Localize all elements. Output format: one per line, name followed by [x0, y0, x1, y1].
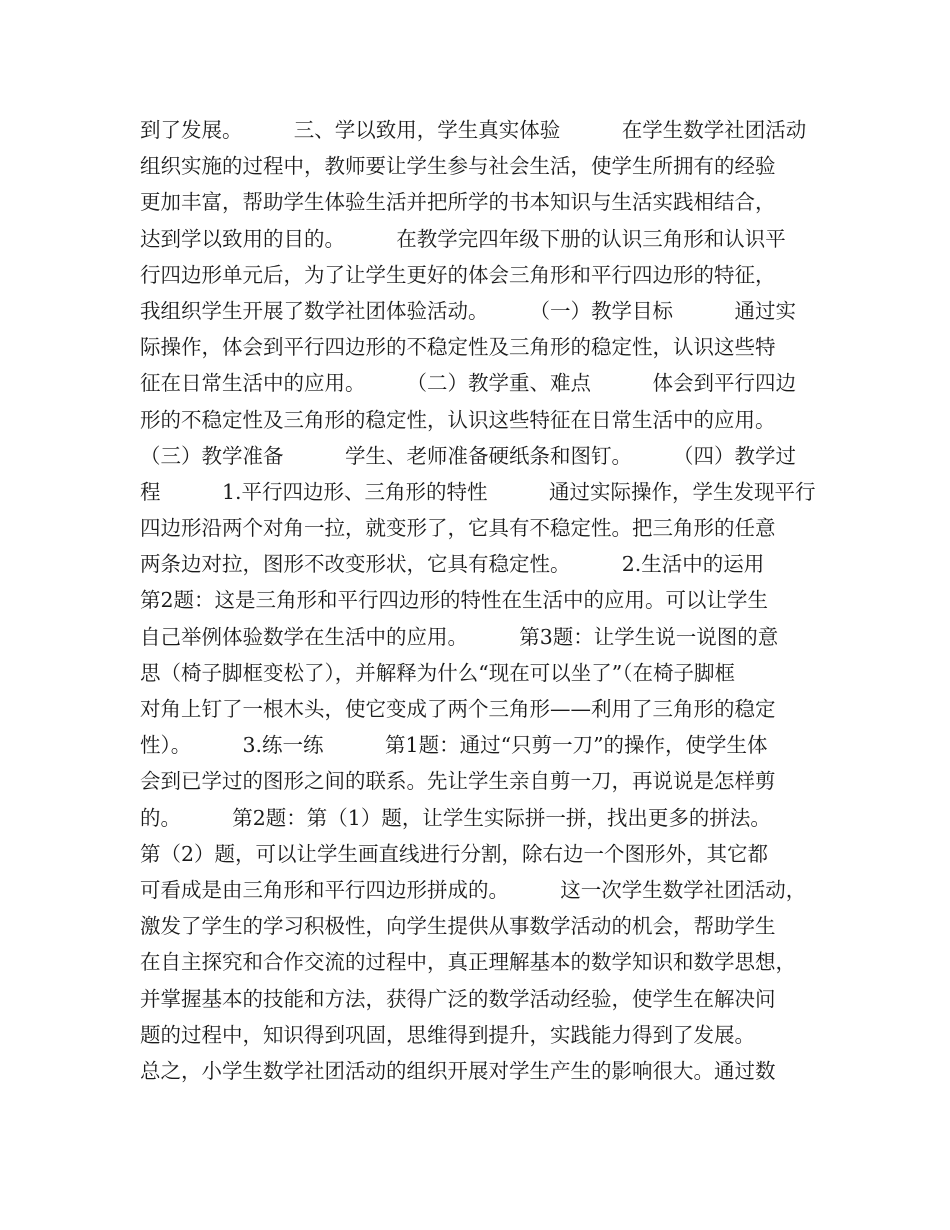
text-line-27: 总之，小学生数学社团活动的组织开展对学生产生的影响很大。通过数: [140, 1058, 776, 1083]
text-line-23: 激发了学生的学习积极性，向学生提供从事数学活动的机会，帮助学生: [140, 914, 776, 939]
text-line-9: 形的不稳定性及三角形的稳定性，认识这些特征在日常生活中的应用。: [140, 407, 776, 432]
text-line-14: 第2题：这是三角形和平行四边形的特性在生活中的应用。可以让学生: [140, 588, 769, 613]
text-line-26: 题的过程中，知识得到巩固，思维得到提升，实践能力得到了发展。: [140, 1022, 755, 1047]
text-line-18: 性）。 3.练一练 第1题：通过“只剪一刀”的操作，使学生体: [140, 733, 768, 758]
text-line-20: 的。 第2题：第（1）题，让学生实际拼一拼，找出更多的拼法。: [140, 805, 771, 830]
text-line-13: 两条边对拉，图形不改变形状，它具有稳定性。 2.生活中的运用: [140, 552, 765, 577]
text-line-15: 自己举例体验数学在生活中的应用。 第3题：让学生说一说图的意: [140, 624, 779, 649]
text-line-17: 对角上钉了一根木头，使它变成了两个三角形——利用了三角形的稳定: [140, 697, 776, 721]
text-line-12: 四边形沿两个对角一拉，就变形了，它具有不稳定性。把三角形的任意: [140, 516, 776, 541]
text-line-1: 到了发展。 三、学以致用，学生真实体验 在学生数学社团活动: [140, 118, 807, 142]
text-line-19: 会到已学过的图形之间的联系。先让学生亲自剪一刀，再说说是怎样剪: [140, 769, 776, 794]
body-text: [140, 112, 830, 1089]
text-line-6: 我组织学生开展了数学社团体验活动。 （一）教学目标 通过实: [140, 298, 796, 323]
text-line-4: 达到学以致用的目的。 在教学完四年级下册的认识三角形和认识平: [140, 226, 786, 251]
text-line-11: 程 1.平行四边形、三角形的特性 通过实际操作，学生发现平行: [140, 479, 816, 504]
text-line-25: 并掌握基本的技能和方法，获得广泛的数学活动经验，使学生在解决问: [140, 986, 776, 1011]
text-line-5: 行四边形单元后，为了让学生更好的体会三角形和平行四边形的特征，: [140, 262, 776, 287]
text-line-16: 思（椅子脚框变松了），并解释为什么“现在可以坐了”（在椅子脚框: [140, 660, 735, 685]
text-line-7: 际操作，体会到平行四边形的不稳定性及三角形的稳定性，认识这些特: [140, 335, 776, 360]
text-line-21: 第（2）题，可以让学生画直线进行分割，除右边一个图形外，其它都: [140, 841, 769, 866]
text-line-2: 组织实施的过程中，教师要让学生参与社会生活，使学生所拥有的经验: [140, 154, 776, 179]
text-line-10: （三）教学准备 学生、老师准备硬纸条和图钉。 （四）教学过: [140, 443, 796, 468]
text-line-22: 可看成是由三角形和平行四边形拼成的。 这一次学生数学社团活动，: [140, 877, 807, 902]
text-line-24: 在自主探究和合作交流的过程中，真正理解基本的数学知识和数学思想，: [140, 950, 796, 975]
text-line-8: 征在日常生活中的应用。 （二）教学重、难点 体会到平行四边: [140, 371, 796, 396]
text-line-3: 更加丰富，帮助学生体验生活并把所学的书本知识与生活实践相结合，: [140, 190, 776, 215]
